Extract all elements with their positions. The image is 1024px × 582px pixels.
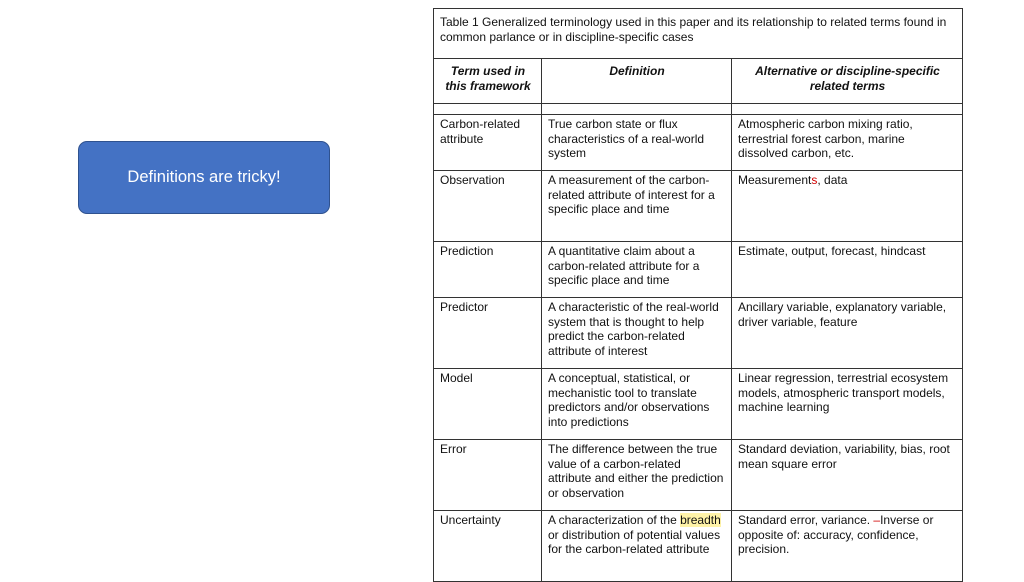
definition-cell: A conceptual, statistical, or mechanistic tool to translate predictors and/or observations into predictions	[542, 369, 732, 440]
alternatives-text: Measurement	[738, 173, 812, 187]
table-row	[434, 115, 963, 171]
definition-cell: A characteristic of the real-world system that is thought to help predict the carbon-related attribute of interest	[542, 298, 732, 369]
definition-cell: The difference between the true value of a carbon-related attribute and either the prediction or observation	[542, 440, 732, 511]
tracked-change-mark: –	[873, 513, 881, 527]
header-term: Term used in this framework	[434, 59, 542, 104]
alternatives-cell	[732, 511, 963, 582]
definition-text: or distribution of potential values for the carbon-related attribute	[548, 527, 721, 557]
header-definition: Definition	[542, 59, 732, 104]
definition-cell: A measurement of the carbon-related attribute of interest for a specific place and time	[542, 171, 732, 242]
term-cell: Carbon-related attribute	[434, 115, 542, 171]
table-row	[434, 511, 963, 582]
term-cell: Error	[434, 440, 542, 511]
definition-text: A characterization of the	[548, 513, 681, 527]
table-row	[434, 171, 963, 242]
table-header-row	[434, 59, 963, 104]
definition-cell	[542, 511, 732, 582]
definition-cell: True carbon state or flux characteristics of a real-world system	[542, 115, 732, 171]
alternatives-cell: Standard deviation, variability, bias, root mean square error	[732, 440, 963, 511]
alternatives-cell: Ancillary variable, explanatory variable, driver variable, feature	[732, 298, 963, 369]
alternatives-cell: Estimate, output, forecast, hindcast	[732, 242, 963, 298]
table-caption: Table 1 Generalized terminology used in this paper and its relationship to related terms found in common parlance or in discipline-specific cases	[434, 9, 963, 59]
blank-cell	[732, 104, 963, 115]
table-row	[434, 440, 963, 511]
table-row	[434, 369, 963, 440]
definition-cell: A quantitative claim about a carbon-related attribute for a specific place and time	[542, 242, 732, 298]
table-row	[434, 298, 963, 369]
callout-text: Definitions are tricky!	[127, 168, 281, 186]
blank-cell	[434, 104, 542, 115]
alternatives-text: Inverse or opposite of: accuracy, confidence, precision.	[738, 513, 934, 557]
highlighted-word: breadth	[680, 513, 721, 527]
alternatives-cell: Atmospheric carbon mixing ratio, terrestrial forest carbon, marine dissolved carbon, etc.	[732, 115, 963, 171]
terminology-table-container	[433, 8, 962, 582]
term-cell: Model	[434, 369, 542, 440]
callout-box[interactable]	[78, 141, 330, 214]
term-cell: Observation	[434, 171, 542, 242]
table-row	[434, 242, 963, 298]
term-cell: Predictor	[434, 298, 542, 369]
tracked-change-mark: s	[811, 173, 818, 187]
term-cell: Uncertainty	[434, 511, 542, 582]
alternatives-cell	[732, 171, 963, 242]
header-alternatives: Alternative or discipline-specific related terms	[732, 59, 963, 104]
term-cell: Prediction	[434, 242, 542, 298]
alternatives-text: , data	[817, 173, 848, 187]
blank-row	[434, 104, 963, 115]
alternatives-text: Standard error, variance.	[738, 513, 874, 527]
blank-cell	[542, 104, 732, 115]
alternatives-cell: Linear regression, terrestrial ecosystem models, atmospheric transport models, machine learning	[732, 369, 963, 440]
terminology-table	[433, 8, 963, 582]
